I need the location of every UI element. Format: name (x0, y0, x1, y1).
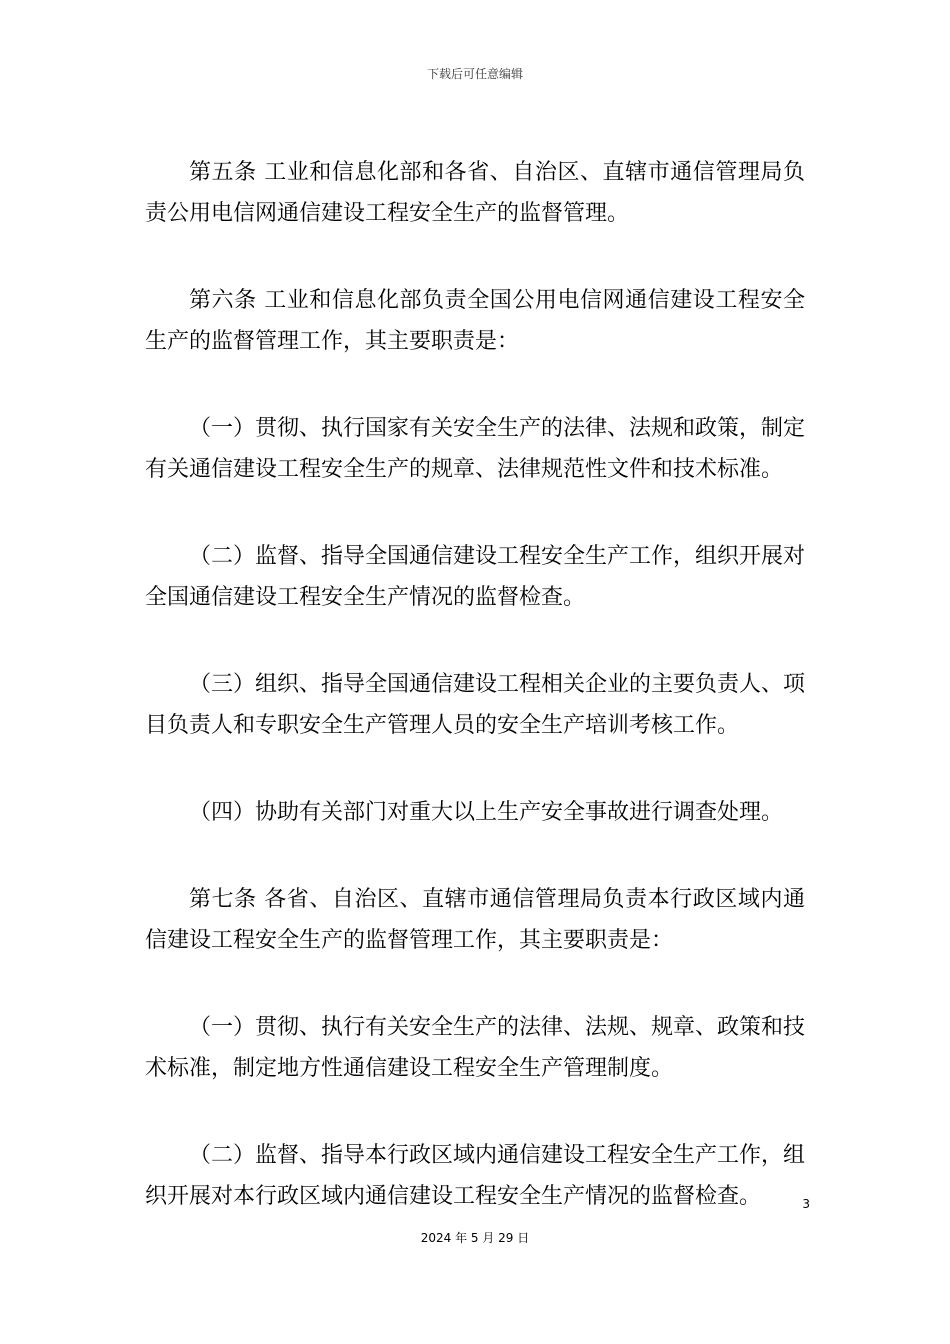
article-6-item-1: （一）贯彻、执行国家有关安全生产的法律、法规和政策，制定有关通信建设工程安全生产的规章、法律规范性文件和技术标准。 (145, 416, 806, 482)
article-7-paragraph: 第七条 各省、自治区、直辖市通信管理局负责本行政区域内通信建设工程安全生产的监督管理工作，其主要职责是： (145, 887, 805, 953)
document-body (145, 152, 805, 1263)
article-6-item-4: （四）协助有关部门对重大以上生产安全事故进行调查处理。 (189, 800, 784, 825)
article-7-item-1: （一）贯彻、执行有关安全生产的法律、法规、规章、政策和技术标准，制定地方性通信建设工程安全生产管理制度。 (145, 1015, 806, 1081)
footer-date: 2024 年 5 月 29 日 (420, 1231, 530, 1245)
article-5-paragraph: 第五条 工业和信息化部和各省、自治区、直辖市通信管理局负责公用电信网通信建设工程安全生产的监督管理。 (145, 160, 805, 226)
article-7-item-2: （二）监督、指导本行政区域内通信建设工程安全生产工作，组织开展对本行政区域内通信建设工程安全生产情况的监督检查。 (145, 1143, 806, 1209)
article-6-item-3: （三）组织、指导全国通信建设工程相关企业的主要负责人、项目负责人和专职安全生产管理人员的安全生产培训考核工作。 (145, 672, 806, 738)
article-6-item-2: （二）监督、指导全国通信建设工程安全生产工作，组织开展对全国通信建设工程安全生产情况的监督检查。 (145, 544, 806, 610)
page-number: 3 (802, 1197, 810, 1211)
article-6-paragraph: 第六条 工业和信息化部负责全国公用电信网通信建设工程安全生产的监督管理工作，其主要职责是： (145, 288, 805, 354)
page-header: 下载后可任意编辑 (426, 67, 523, 81)
